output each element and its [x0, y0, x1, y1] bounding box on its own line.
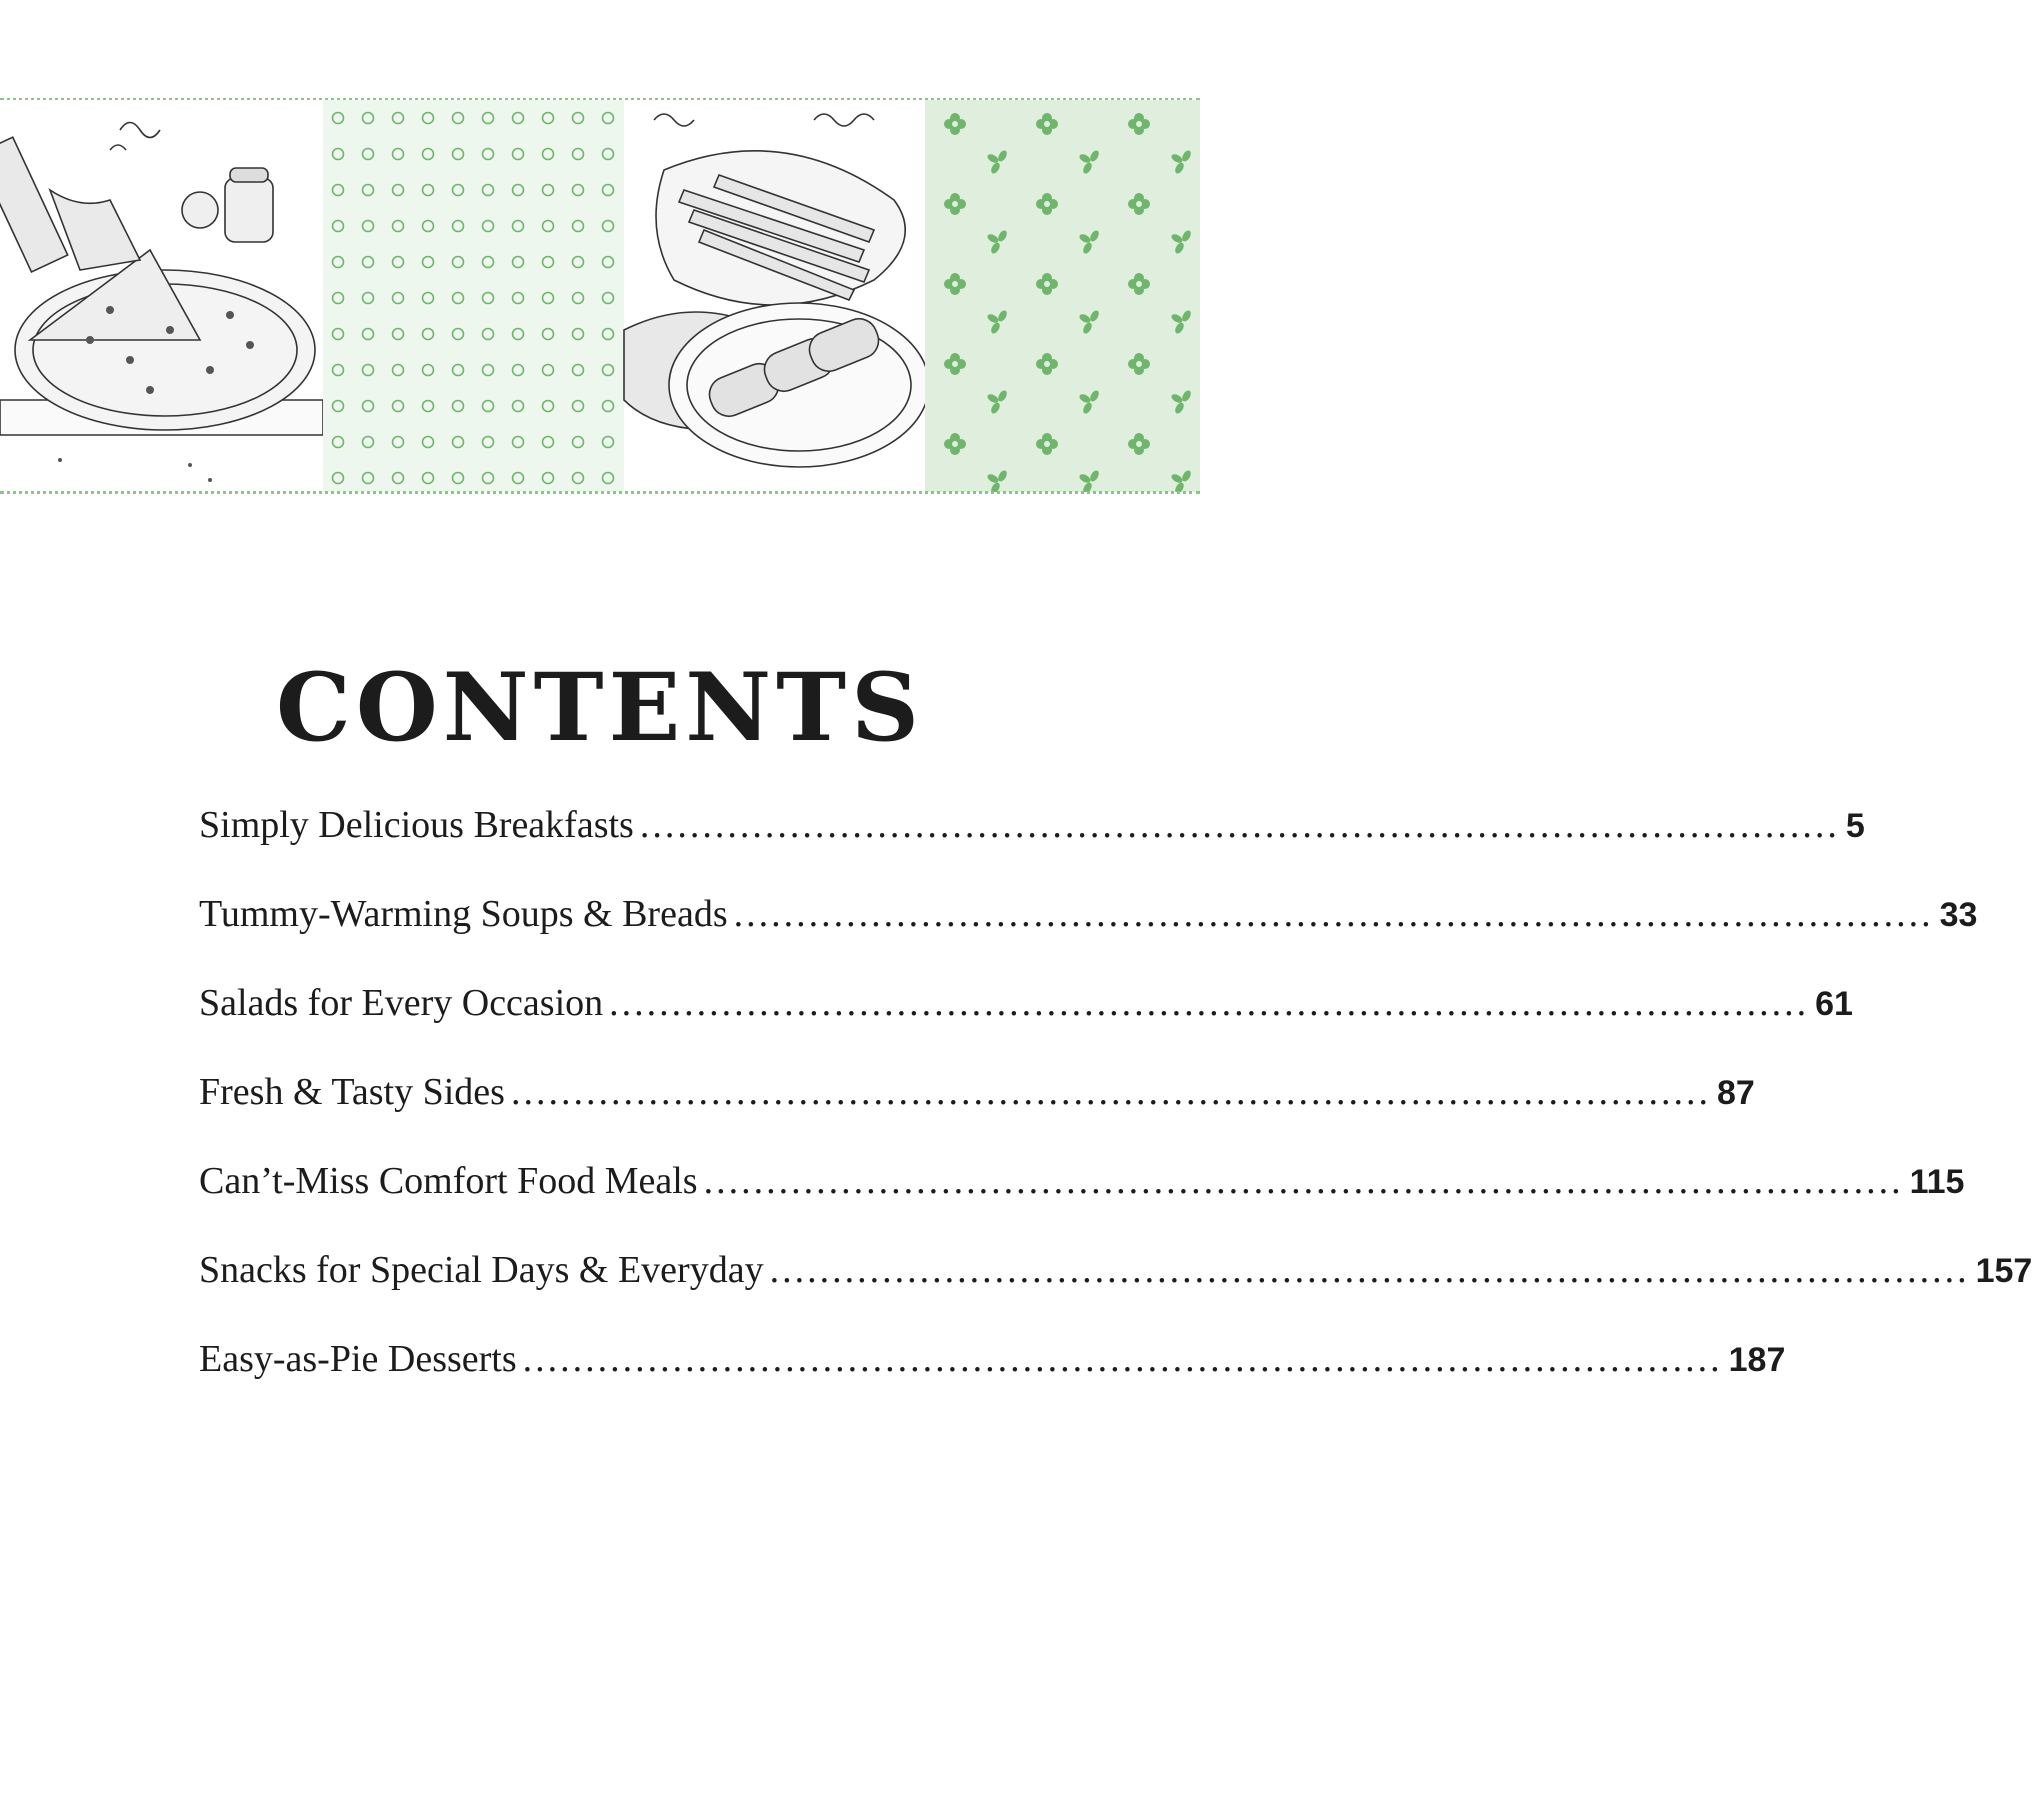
toc-entry-title: Simply Delicious Breakfasts — [199, 804, 634, 846]
toc-entry[interactable] — [199, 1071, 1755, 1162]
toc-entry-page: 115 — [1909, 1163, 1965, 1201]
floral-pattern — [925, 100, 1200, 492]
toc-entry-title: Easy-as-Pie Desserts — [199, 1338, 517, 1380]
polka-dot-panel — [323, 100, 624, 492]
toc-entry[interactable] — [199, 1338, 1786, 1429]
toc-entry[interactable] — [199, 982, 1853, 1073]
toc-entry-page: 157 — [1975, 1252, 2032, 1290]
toc-entry-title: Tummy-Warming Soups & Breads — [199, 893, 728, 935]
carrots-corn-illustration-panel — [624, 100, 925, 492]
toc-entry-page: 87 — [1716, 1074, 1755, 1112]
dot-leader: ................................................................................................ — [733, 893, 1934, 935]
toc-entry-title: Salads for Every Occasion — [199, 982, 604, 1024]
carrots-and-corn-icon — [624, 100, 925, 492]
dot-leader: ................................................................................................ — [522, 1338, 1723, 1380]
toc-entry[interactable] — [199, 1160, 1965, 1251]
dot-leader: ................................................................................................ — [639, 804, 1840, 846]
polka-dot-pattern — [323, 100, 624, 492]
toc-entry-title: Snacks for Special Days & Everyday — [199, 1249, 764, 1291]
toc-entry-page: 61 — [1815, 985, 1853, 1023]
page-title: CONTENTS — [276, 652, 924, 763]
toc-entry-page: 187 — [1728, 1341, 1786, 1379]
toc-entry-page: 5 — [1845, 807, 1865, 845]
table-of-contents — [199, 804, 2032, 1429]
toc-entry[interactable] — [199, 893, 1978, 984]
toc-entry[interactable] — [199, 804, 1865, 895]
toc-entry-title: Can’t-Miss Comfort Food Meals — [199, 1160, 698, 1202]
dot-leader: ................................................................................................ — [609, 982, 1810, 1024]
header-banner — [0, 100, 1200, 492]
dot-leader: ................................................................................................ — [510, 1071, 1711, 1113]
pizza-icon — [0, 100, 323, 492]
toc-entry-title: Fresh & Tasty Sides — [199, 1071, 505, 1113]
floral-panel — [925, 100, 1200, 492]
dot-leader: ................................................................................................ — [769, 1249, 1970, 1291]
dot-leader: ................................................................................................ — [703, 1160, 1904, 1202]
banner-bottom-border — [0, 491, 1200, 494]
toc-entry[interactable] — [199, 1249, 2032, 1340]
toc-entry-page: 33 — [1939, 896, 1978, 934]
pizza-illustration-panel — [0, 100, 323, 492]
